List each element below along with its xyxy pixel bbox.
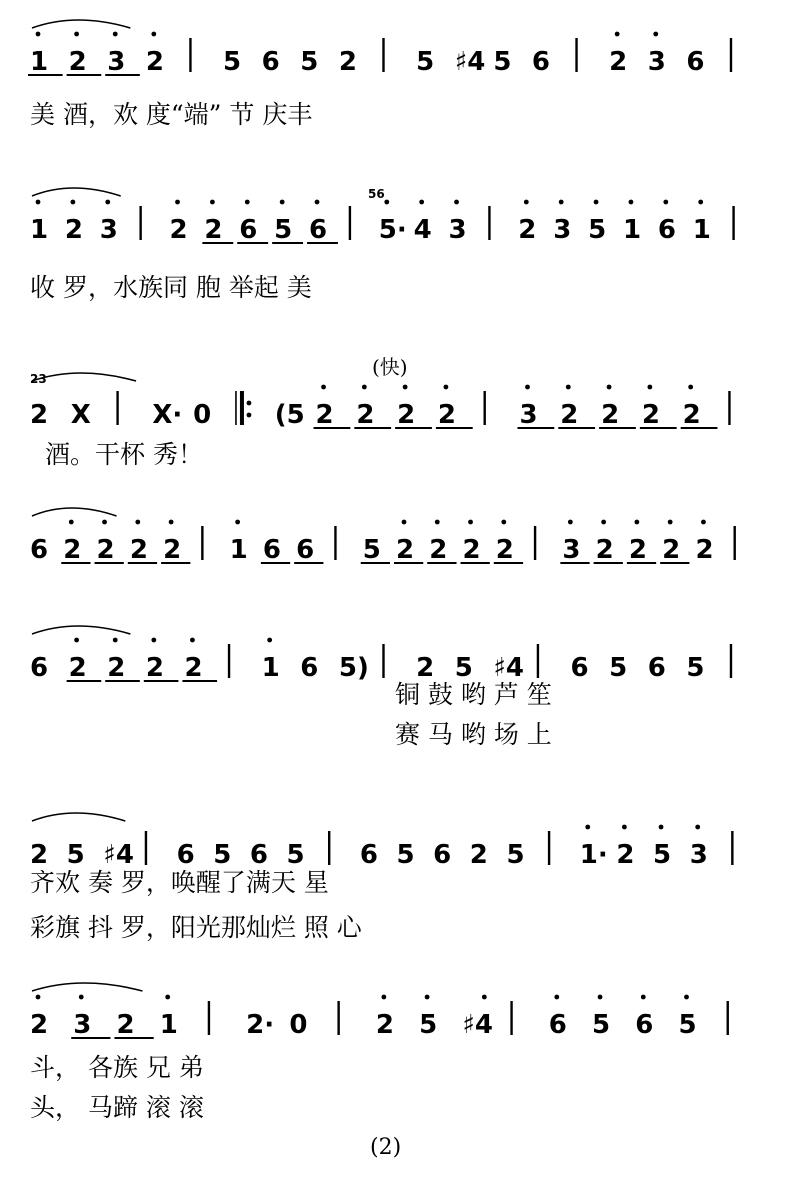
- slur: [32, 983, 142, 991]
- note: 2: [662, 535, 681, 565]
- octave-dot: [585, 825, 590, 830]
- lyric-line: 头， 马蹄 滚 滚: [30, 1093, 204, 1122]
- note: 5: [223, 47, 242, 77]
- note: 2: [609, 47, 628, 77]
- octave-dot: [641, 995, 646, 1000]
- note: 2: [64, 215, 83, 245]
- octave-dot: [615, 32, 620, 37]
- note: 2: [338, 47, 357, 77]
- octave-dot: [403, 385, 408, 390]
- note: 5: [286, 840, 305, 870]
- octave-dot: [113, 638, 118, 643]
- octave-dot: [165, 995, 170, 1000]
- note: 6: [635, 1010, 654, 1040]
- octave-dot: [267, 638, 272, 643]
- note: 2: [169, 215, 188, 245]
- octave-dot: [74, 638, 79, 643]
- note: 2: [518, 215, 537, 245]
- octave-dot: [151, 638, 156, 643]
- note: 1·: [579, 840, 608, 870]
- note: 2: [560, 400, 579, 430]
- note: 5: [588, 215, 607, 245]
- note: 5: [362, 535, 381, 565]
- note: 2: [495, 535, 514, 565]
- slur: [32, 188, 121, 196]
- note: 6: [176, 840, 195, 870]
- octave-dot: [698, 200, 703, 205]
- octave-dot: [102, 520, 107, 525]
- octave-dot: [454, 200, 459, 205]
- octave-dot: [647, 385, 652, 390]
- note: 2: [429, 535, 448, 565]
- octave-dot: [468, 520, 473, 525]
- octave-dot: [701, 520, 706, 525]
- note: 3: [519, 400, 538, 430]
- octave-dot: [175, 200, 180, 205]
- note: 6: [570, 653, 589, 683]
- note: 1: [30, 47, 49, 77]
- octave-dot: [70, 200, 75, 205]
- lyric-line: 美 酒，欢 度“端” 节 庆丰: [30, 100, 313, 129]
- note: 3: [689, 840, 708, 870]
- note: 2: [63, 535, 82, 565]
- octave-dot: [622, 825, 627, 830]
- note: 2: [129, 535, 148, 565]
- note: 5: [416, 47, 435, 77]
- note: 6: [239, 215, 258, 245]
- octave-dot: [280, 200, 285, 205]
- octave-dot: [210, 200, 215, 205]
- note: 2·: [246, 1010, 275, 1040]
- octave-dot: [315, 200, 320, 205]
- note: 6: [261, 47, 280, 77]
- note: ♯4: [493, 653, 524, 683]
- octave-dot: [634, 520, 639, 525]
- note: 2: [96, 535, 115, 565]
- note: 2: [437, 400, 457, 430]
- note: 2: [204, 215, 223, 245]
- note: 3: [647, 47, 666, 77]
- note: 2: [30, 1010, 49, 1040]
- note: 5·: [378, 215, 407, 245]
- note: 2: [469, 840, 488, 870]
- lyric-line: 铜 鼓 哟 芦 笙: [395, 680, 552, 709]
- note: 5): [338, 653, 369, 683]
- note: 3: [553, 215, 572, 245]
- note: 5: [213, 840, 232, 870]
- note: X·: [152, 400, 183, 430]
- note: 6: [359, 840, 378, 870]
- note: 5: [653, 840, 672, 870]
- octave-dot: [663, 200, 668, 205]
- note: 2: [375, 1010, 394, 1040]
- slur: [32, 626, 130, 634]
- note: 5: [419, 1010, 438, 1040]
- octave-dot: [601, 520, 606, 525]
- note: 2: [628, 535, 647, 565]
- note: 2: [68, 47, 87, 77]
- octave-dot: [169, 520, 174, 525]
- note: 2: [641, 400, 660, 430]
- octave-dot: [695, 825, 700, 830]
- octave-dot: [568, 520, 573, 525]
- note: 2: [395, 535, 415, 565]
- octave-dot: [69, 520, 74, 525]
- lyric-line: 赛 马 哟 场 上: [395, 720, 552, 749]
- lyric-line: 齐欢 奏 罗，唤醒了满天 星: [30, 868, 329, 897]
- octave-dot: [362, 385, 367, 390]
- octave-dot: [444, 385, 449, 390]
- octave-dot: [594, 200, 599, 205]
- note: 2: [356, 400, 375, 430]
- note: 6: [686, 47, 705, 77]
- page-number: (2): [370, 1135, 402, 1160]
- note: 6: [309, 215, 328, 245]
- note: ♯4: [103, 840, 134, 870]
- note: 2: [145, 47, 164, 77]
- note: 1: [261, 653, 280, 683]
- note: 2: [116, 1010, 135, 1040]
- octave-dot: [321, 385, 326, 390]
- slur: [32, 20, 130, 28]
- note: 3: [73, 1010, 92, 1040]
- grace-notes: 23: [30, 372, 47, 386]
- note: 2: [601, 400, 620, 430]
- note: 2: [416, 653, 435, 683]
- lyric-line: 斗， 各族 兄 弟: [30, 1053, 204, 1082]
- note: 5: [300, 47, 319, 77]
- note: (5: [274, 400, 305, 430]
- octave-dot: [688, 385, 693, 390]
- note: 6: [296, 535, 315, 565]
- slur: [32, 508, 117, 516]
- note: 6: [433, 840, 452, 870]
- note: 6: [30, 653, 49, 683]
- octave-dot: [482, 995, 487, 1000]
- octave-dot: [559, 200, 564, 205]
- note: 2: [145, 653, 164, 683]
- note: 1: [159, 1010, 178, 1040]
- note: 0: [193, 400, 212, 430]
- lyric-line: 酒。干杯 秀！: [45, 440, 203, 469]
- slur: [32, 813, 125, 821]
- note: 2: [315, 400, 334, 430]
- octave-dot: [36, 200, 41, 205]
- lyric-line: 彩旗 抖 罗，阳光那灿烂 照 心: [30, 913, 362, 942]
- note: 1: [692, 215, 711, 245]
- note: X: [70, 400, 91, 430]
- note: 5: [678, 1010, 697, 1040]
- note: 6: [262, 535, 281, 565]
- grace-notes: 56: [368, 187, 385, 201]
- note: 6: [647, 653, 666, 683]
- octave-dot: [566, 385, 571, 390]
- octave-dot: [151, 32, 156, 37]
- note: ♯4: [462, 1010, 494, 1040]
- note: 2: [682, 400, 701, 430]
- note: 0: [289, 1010, 308, 1040]
- octave-dot: [653, 32, 658, 37]
- note: 2: [163, 535, 182, 565]
- octave-dot: [384, 200, 389, 205]
- note: 5: [454, 653, 473, 683]
- octave-dot: [235, 520, 240, 525]
- octave-dot: [402, 520, 407, 525]
- slur: [32, 373, 136, 381]
- note: 2: [397, 400, 416, 430]
- octave-dot: [36, 32, 41, 37]
- octave-dot: [525, 385, 530, 390]
- note: 2: [595, 535, 614, 565]
- note: 2: [30, 840, 49, 870]
- note: 2: [462, 535, 481, 565]
- note: 1: [30, 215, 49, 245]
- tempo-mark: (快): [372, 355, 408, 379]
- note: 5: [686, 653, 705, 683]
- note: 6: [249, 840, 268, 870]
- note: 2: [30, 400, 49, 430]
- note: 6: [531, 47, 551, 77]
- note: 5: [506, 840, 525, 870]
- octave-dot: [629, 200, 634, 205]
- note: 3: [99, 215, 118, 245]
- octave-dot: [524, 200, 529, 205]
- note: 3: [448, 215, 467, 245]
- note: 2: [107, 653, 126, 683]
- note: 6: [300, 653, 319, 683]
- octave-dot: [113, 32, 118, 37]
- octave-dot: [554, 995, 559, 1000]
- octave-dot: [668, 520, 673, 525]
- octave-dot: [190, 638, 195, 643]
- octave-dot: [435, 520, 440, 525]
- note: 5: [66, 840, 85, 870]
- lyric-line: 收 罗，水族同 胞 举起 美: [30, 273, 312, 302]
- note: 2: [184, 653, 203, 683]
- note: 1: [622, 215, 642, 245]
- octave-dot: [684, 995, 689, 1000]
- note: 2: [68, 653, 87, 683]
- note: 5: [592, 1010, 611, 1040]
- note: 6: [548, 1010, 567, 1040]
- octave-dot: [419, 200, 424, 205]
- repeat-dot: [247, 413, 252, 418]
- octave-dot: [607, 385, 612, 390]
- note: 5: [274, 215, 293, 245]
- octave-dot: [381, 995, 386, 1000]
- note: 3: [562, 535, 581, 565]
- note: 2: [616, 840, 635, 870]
- octave-dot: [36, 995, 41, 1000]
- note: 6: [30, 535, 49, 565]
- note: 5: [396, 840, 415, 870]
- note: 4: [413, 215, 432, 245]
- note: 6: [657, 215, 676, 245]
- note: 3: [107, 47, 126, 77]
- octave-dot: [79, 995, 84, 1000]
- octave-dot: [425, 995, 430, 1000]
- repeat-dot: [247, 401, 252, 406]
- octave-dot: [135, 520, 140, 525]
- note: 5: [609, 653, 628, 683]
- octave-dot: [501, 520, 506, 525]
- note: 2: [695, 535, 714, 565]
- note: 1: [229, 535, 248, 565]
- octave-dot: [598, 995, 603, 1000]
- note: ♯4: [454, 47, 486, 77]
- note: 5: [493, 47, 512, 77]
- octave-dot: [105, 200, 110, 205]
- octave-dot: [245, 200, 250, 205]
- octave-dot: [659, 825, 664, 830]
- octave-dot: [74, 32, 79, 37]
